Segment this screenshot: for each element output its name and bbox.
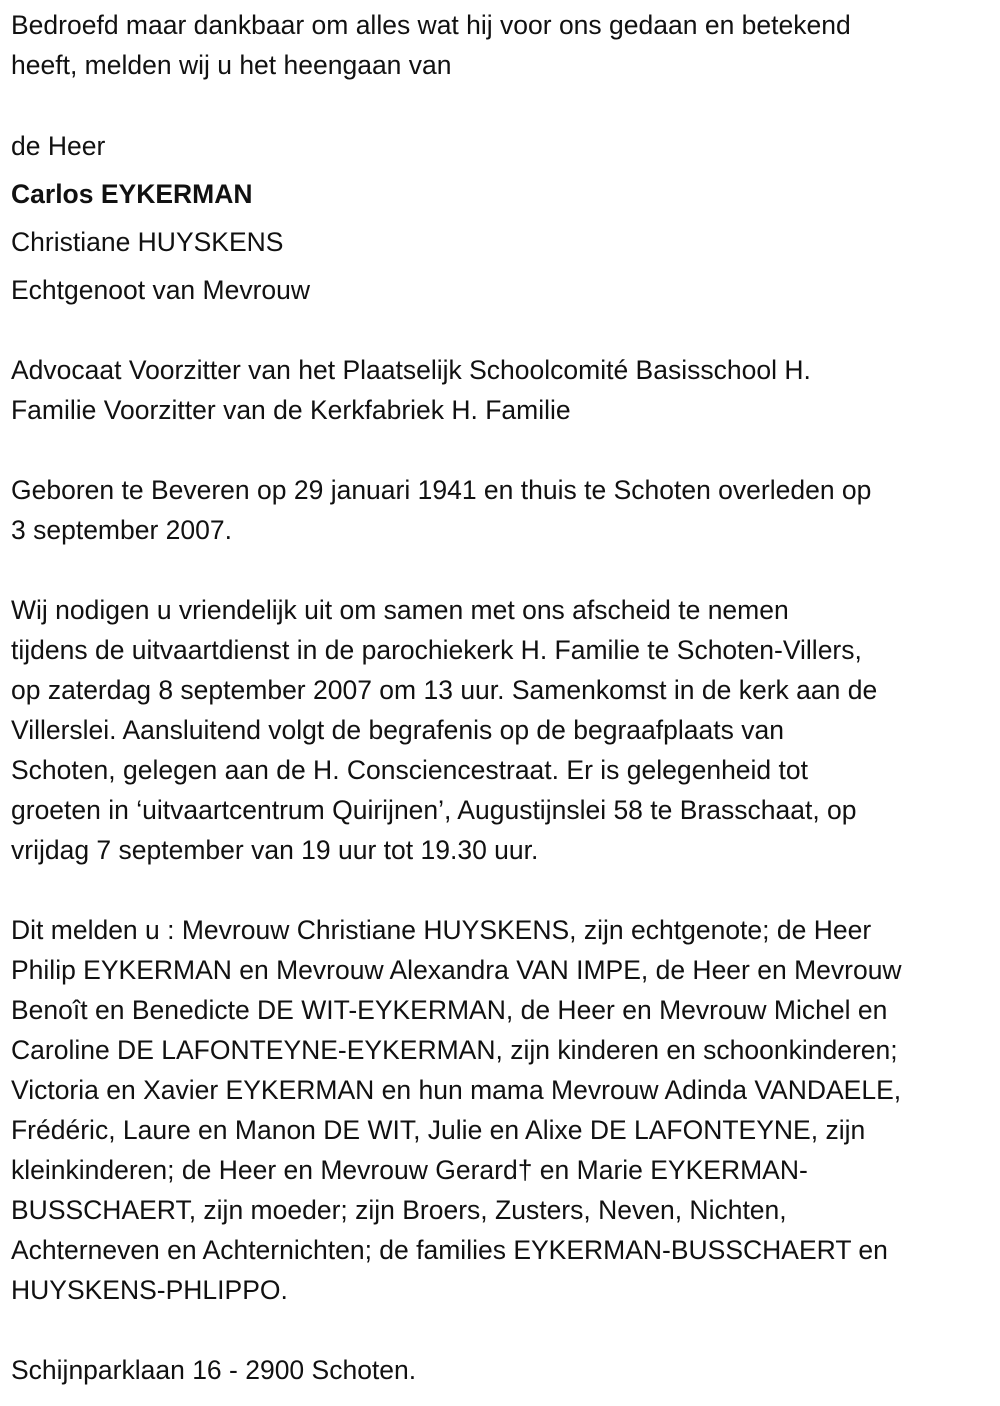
text-line: heeft, melden wij u het heengaan van [11, 50, 452, 80]
deceased-name: Carlos EYKERMAN [11, 179, 253, 209]
text-line: Bedroefd maar dankbaar om alles wat hij voor ons gedaan en betekend [11, 10, 851, 40]
text-line: groeten in ‘uitvaartcentrum Quirijnen’, Augustijnslei 58 te Brasschaat, op [11, 795, 857, 825]
text-line: kleinkinderen; de Heer en Mevrouw Gerard† en Marie EYKERMAN- [11, 1155, 808, 1185]
intro-paragraph [11, 5, 851, 85]
text-line: HUYSKENS-PHLIPPO. [11, 1275, 288, 1305]
text-line: Schoten, gelegen aan de H. Consciencestraat. Er is gelegenheid tot [11, 755, 808, 785]
text-line: Dit melden u : Mevrouw Christiane HUYSKENS, zijn echtgenote; de Heer [11, 915, 872, 945]
text-line: Caroline DE LAFONTEYNE-EYKERMAN, zijn kinderen en schoonkinderen; [11, 1035, 898, 1065]
text-line: tijdens de uitvaartdienst in de parochiekerk H. Familie te Schoten-Villers, [11, 635, 862, 665]
text-line: vrijdag 7 september van 19 uur tot 19.30 uur. [11, 835, 539, 865]
announcers-paragraph [11, 910, 902, 1310]
text-line: Advocaat Voorzitter van het Plaatselijk Schoolcomité Basisschool H. [11, 355, 811, 385]
title-prefix: de Heer [11, 131, 106, 161]
text-line: Familie Voorzitter van de Kerkfabriek H. Familie [11, 395, 571, 425]
name-block [11, 122, 310, 314]
text-line: op zaterdag 8 september 2007 om 13 uur. Samenkomst in de kerk aan de [11, 675, 878, 705]
text-line: Benoît en Benedicte DE WIT-EYKERMAN, de Heer en Mevrouw Michel en [11, 995, 888, 1025]
text-line: Villerslei. Aansluitend volgt de begrafenis op de begraafplaats van [11, 715, 784, 745]
text-line: Wij nodigen u vriendelijk uit om samen met ons afscheid te nemen [11, 595, 789, 625]
text-line: Geboren te Beveren op 29 januari 1941 en thuis te Schoten overleden op [11, 475, 872, 505]
invitation-paragraph [11, 590, 877, 870]
text-line: BUSSCHAERT, zijn moeder; zijn Broers, Zusters, Neven, Nichten, [11, 1195, 787, 1225]
text-line: 3 september 2007. [11, 515, 232, 545]
address-paragraph [11, 1350, 416, 1390]
address: Schijnparklaan 16 - 2900 Schoten. [11, 1355, 417, 1385]
text-line: Achterneven en Achternichten; de families EYKERMAN-BUSSCHAERT en [11, 1235, 888, 1265]
text-line: Philip EYKERMAN en Mevrouw Alexandra VAN IMPE, de Heer en Mevrouw [11, 955, 902, 985]
text-line: Frédéric, Laure en Manon DE WIT, Julie en Alixe DE LAFONTEYNE, zijn [11, 1115, 866, 1145]
birth-death-paragraph [11, 470, 871, 550]
relation: Echtgenoot van Mevrouw [11, 275, 311, 305]
functions-paragraph [11, 350, 811, 430]
text-line: Victoria en Xavier EYKERMAN en hun mama Mevrouw Adinda VANDAELE, [11, 1075, 902, 1105]
spouse-name: Christiane HUYSKENS [11, 227, 284, 257]
